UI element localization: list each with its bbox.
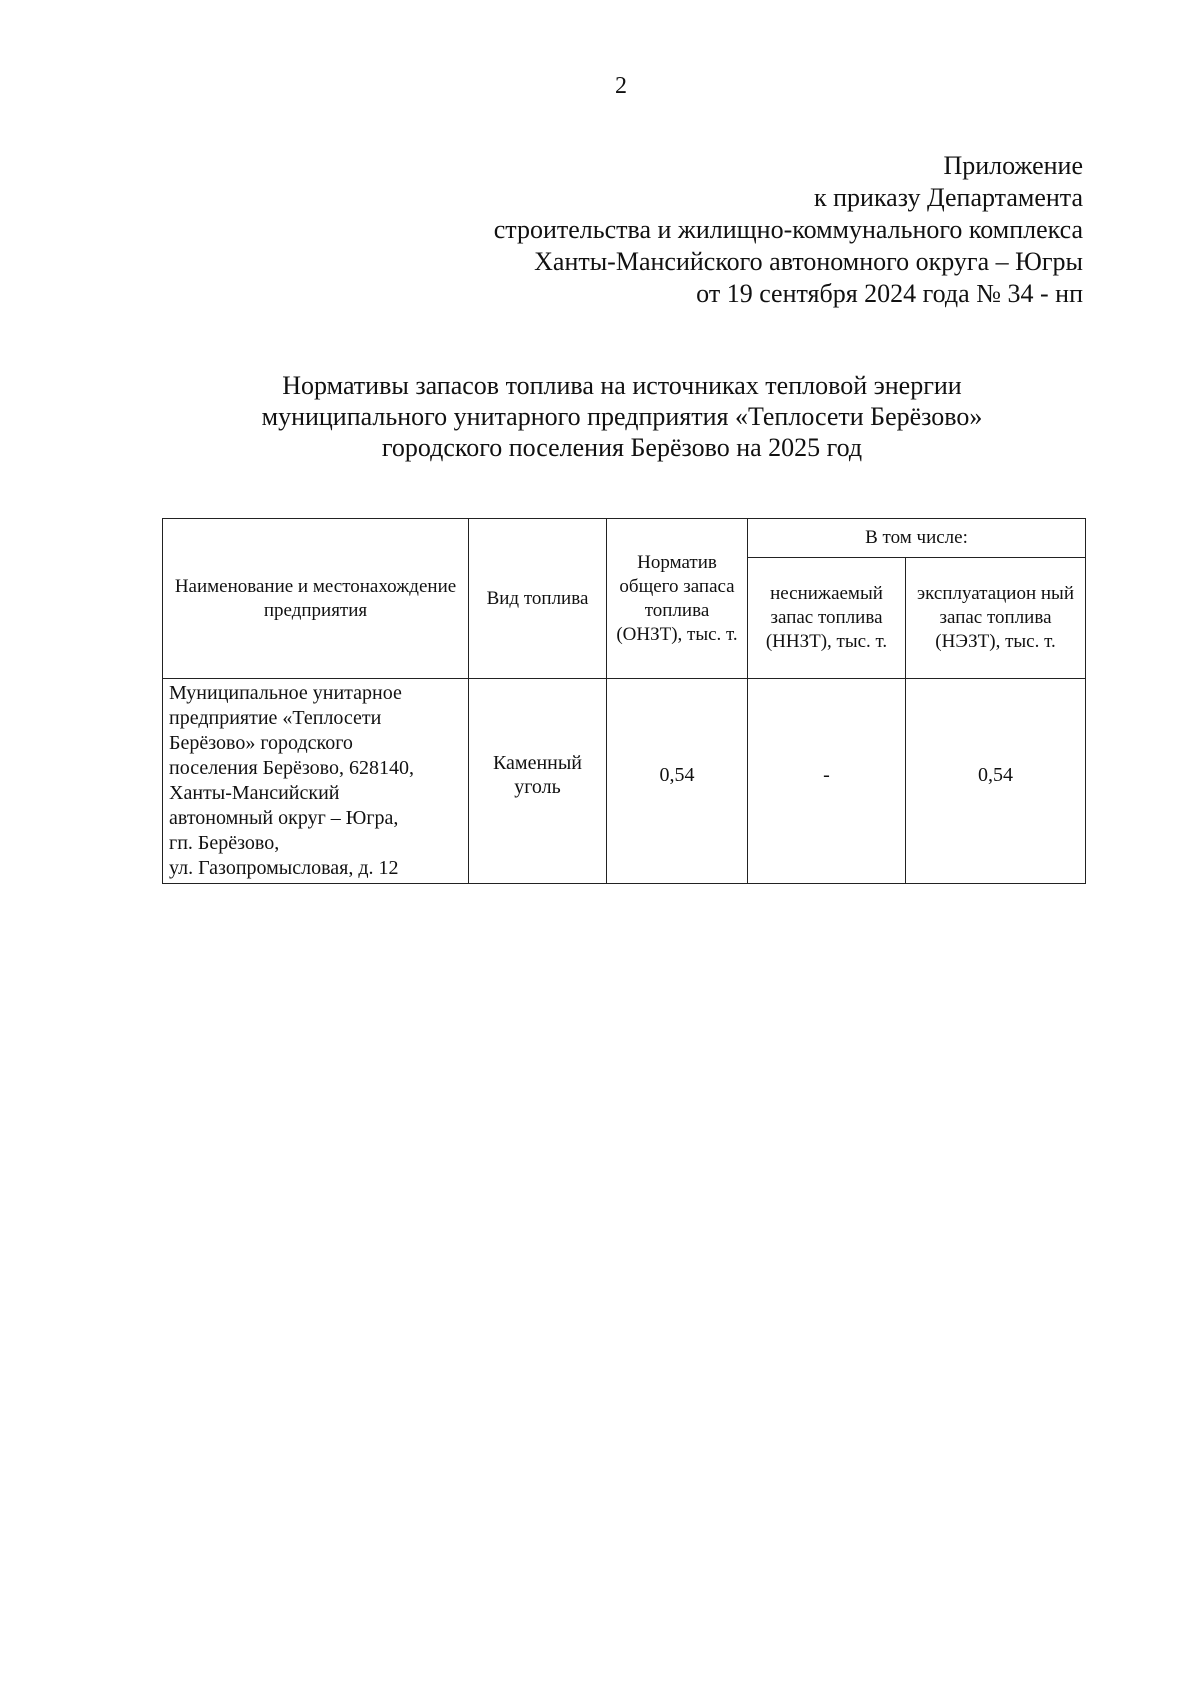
header-including: В том числе: [748, 519, 1086, 558]
appendix-line: к приказу Департамента [813, 183, 1083, 212]
cell-nezt: 0,54 [906, 679, 1086, 884]
header-nezt: эксплуатацион ный запас топлива (НЭЗТ), тыс. т. [906, 558, 1086, 679]
appendix-line: строительства и жилищно-коммунального комплекса [493, 215, 1083, 244]
table-header-row [163, 519, 1086, 558]
cell-nnzt: - [748, 679, 906, 884]
header-onzt: Норматив общего запаса топлива (ОНЗТ), тыс. т. [607, 519, 748, 679]
title-line: Нормативы запасов топлива на источниках тепловой энергии [282, 371, 962, 400]
appendix-block [494, 150, 1083, 310]
document-title [150, 370, 1094, 463]
cell-onzt: 0,54 [607, 679, 748, 884]
cell-fuel-type: Каменный уголь [469, 679, 607, 884]
enterprise-line: поселения Берёзово, 628140, [169, 757, 414, 779]
appendix-line: Ханты-Мансийского автономного округа – Югры [534, 247, 1083, 276]
enterprise-line: гп. Берёзово, [169, 832, 280, 854]
appendix-line: Приложение [943, 151, 1083, 180]
header-name: Наименование и местонахождение предприятия [163, 519, 469, 679]
table-row [163, 679, 1086, 884]
enterprise-line: Муниципальное унитарное [169, 682, 402, 704]
page-number: 2 [615, 73, 627, 99]
header-nnzt: неснижаемый запас топлива (ННЗТ), тыс. т. [748, 558, 906, 679]
enterprise-line: Ханты-Мансийский [169, 782, 340, 804]
enterprise-line: автономный округ – Югра, [169, 807, 399, 829]
enterprise-line: предприятие «Теплосети [169, 707, 382, 729]
cell-enterprise [163, 679, 469, 884]
enterprise-line: Берёзово» городского [169, 732, 353, 754]
fuel-norms-table [162, 518, 1086, 884]
title-line: городского поселения Берёзово на 2025 год [381, 433, 863, 462]
header-fuel-type: Вид топлива [469, 519, 607, 679]
appendix-line: от 19 сентября 2024 года № 34 - нп [696, 279, 1083, 308]
title-line: муниципального унитарного предприятия «Теплосети Берёзово» [261, 402, 983, 431]
enterprise-line: ул. Газопромысловая, д. 12 [169, 857, 399, 879]
